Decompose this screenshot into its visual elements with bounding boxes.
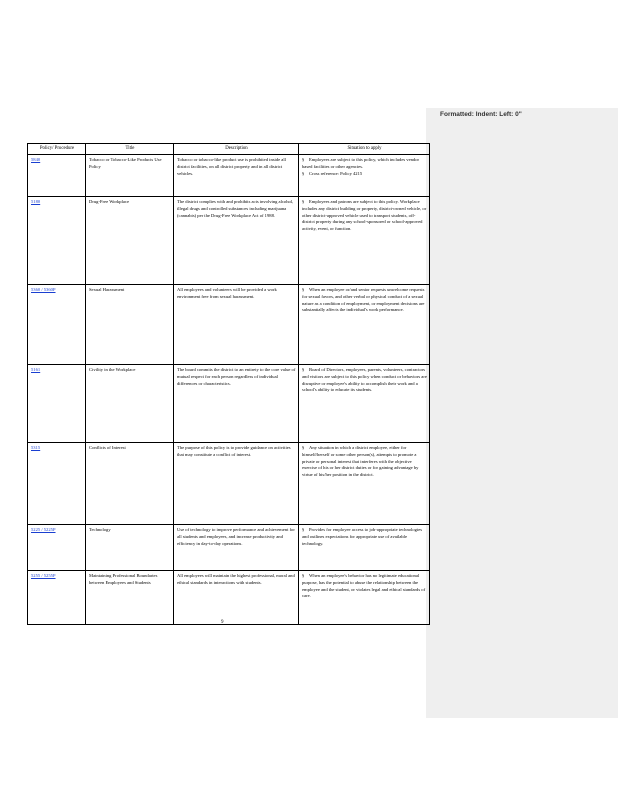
description-cell: The purpose of this policy is to provide guidance on activities that may constitute a conflict of interest. (174, 443, 299, 525)
sidebar-heading: Formatted: Indent: Left: 0" (440, 111, 522, 118)
table-row (28, 285, 430, 365)
table-header-row (28, 144, 430, 155)
description-cell: Tobacco or tobacco-like product use is prohibited inside all district facilities, on all district property and in all district vehicles. (174, 155, 299, 197)
title-cell: Drug-Free Workplace (86, 197, 174, 285)
description-cell: Use of technology to improve performance and achievement for all students and employees, and increase productivity and efficiency in day-to-day operations. (174, 525, 299, 571)
situation-cell: § Board of Directors, employees, parents, volunteers, contractors and visitors are subject to this policy when conduct or behaviors are disruptive or employee's ability to accomplish their work and a school's ability to educate its students. (299, 365, 430, 443)
table-row (28, 365, 430, 443)
policy-link[interactable]: 5225 / 5225P (31, 527, 56, 533)
column-header-situation: Situation to apply (299, 144, 430, 155)
title-cell: Civility in the Workplace (86, 365, 174, 443)
description-cell: The district complies with and prohibits acts involving alcohol, illegal drugs and controlled substances including marijuana (cannabis) per the Drug-Free Workplace Act of 1988. (174, 197, 299, 285)
table-row (28, 155, 430, 197)
page-number: 9 (221, 620, 224, 625)
situation-cell: § Any situation in which a district employee, either for himself/herself or some other person(s), attempts to promote a private or personal interest that interferes with the objective exercise of his or her district duties or for gaining advantage by virtue of his/her position in the district. (299, 443, 430, 525)
description-cell: The board commits the district to an entirety to the core value of mutual respect for each person regardless of individual differences or characteristics. (174, 365, 299, 443)
title-cell: Sexual Harassment (86, 285, 174, 365)
title-cell: Technology (86, 525, 174, 571)
situation-cell: § Provides for employee access to job-appropriate technologies and outlines expectations for appropriate use of available technology. (299, 525, 430, 571)
situation-cell: § When an employee or/and senior requests unwelcome requests for sexual favors, and other verbal or physical conduct of a sexual nature as a condition of employment, or employment decisions are substantially affects the individual's work performance. (299, 285, 430, 365)
table-row (28, 571, 430, 625)
comment-sidebar (426, 108, 618, 718)
title-cell: Conflicts of Interest (86, 443, 174, 525)
situation-cell: § When an employee's behavior has no legitimate educational purpose, has the potential to abuse the relationship between the employee and the student, or violates legal and ethical standards of care. (299, 571, 430, 625)
policy-link[interactable]: 5255 / 5255P (31, 573, 56, 579)
column-header-policy: Policy/ Procedure (28, 144, 86, 155)
title-cell: Tobacco or Tobacco-Like Products Use Policy (86, 155, 174, 197)
description-cell: All employees will maintain the highest professional, moral and ethical standards in interactions with students. (174, 571, 299, 625)
policy-table (27, 143, 430, 625)
table-row (28, 443, 430, 525)
policy-link[interactable]: 5161 (31, 367, 41, 373)
title-cell: Maintaining Professional Boundaries between Employees and Students (86, 571, 174, 625)
table-row (28, 525, 430, 571)
policy-link[interactable]: 5840 (31, 157, 41, 163)
table-row (28, 197, 430, 285)
situation-cell: § Employees are subject to this policy, which includes vendor based facilities or other agencies. § Cross reference: Policy 4215 (299, 155, 430, 197)
policy-link[interactable]: 5360 / 5360P (31, 287, 56, 293)
policy-link[interactable]: 5315 (31, 445, 41, 451)
column-header-title: Title (86, 144, 174, 155)
column-header-description: Description (174, 144, 299, 155)
description-cell: All employees and volunteers will be provided a work environment free from sexual harassment. (174, 285, 299, 365)
situation-cell: § Employees and patrons are subject to this policy. Workplace includes any district building or property, district-owned vehicle, or other district-approved vehicle used to transport students, off-district property during any school-sponsored or school-approved activity, event, or function. (299, 197, 430, 285)
policy-link[interactable]: 5180 (31, 199, 41, 205)
